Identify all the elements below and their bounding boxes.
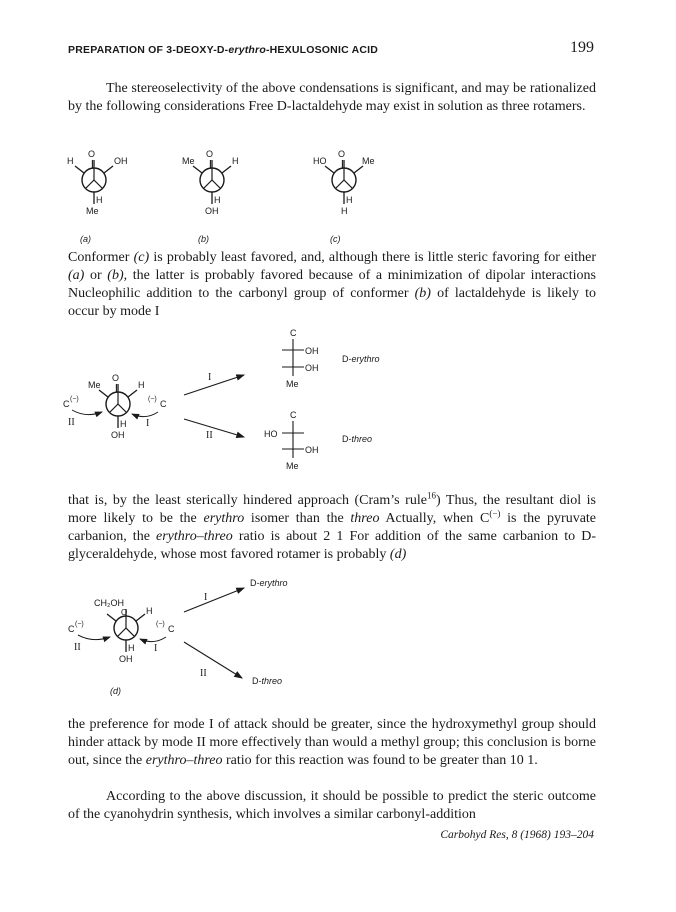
svg-text:(−): (−) bbox=[70, 396, 79, 403]
svg-text:Me: Me bbox=[182, 156, 195, 166]
fischer-erythro bbox=[282, 328, 380, 389]
rotamer-b bbox=[182, 149, 239, 244]
svg-text:II: II bbox=[68, 417, 75, 428]
svg-text:H: H bbox=[232, 156, 239, 166]
scheme2-newman bbox=[68, 598, 175, 696]
svg-text:C: C bbox=[290, 328, 297, 338]
svg-text:(−): (−) bbox=[148, 396, 157, 403]
label-d-erythro: D-erythro bbox=[342, 354, 380, 364]
svg-text:OH: OH bbox=[114, 156, 128, 166]
scheme-2 bbox=[60, 578, 440, 708]
paragraph-1: The stereoselectivity of the above condensations is significant, and may be rationalized by the following considerations Free D-lactaldehyde may exist in solution as three rotamers. bbox=[68, 81, 596, 114]
rotamer-c bbox=[313, 149, 375, 244]
svg-text:O: O bbox=[88, 149, 96, 159]
svg-text:Me: Me bbox=[86, 206, 99, 216]
svg-text:I: I bbox=[154, 643, 158, 654]
fischer-threo bbox=[264, 410, 372, 471]
page-number: 199 bbox=[570, 39, 594, 56]
svg-text:Me: Me bbox=[362, 156, 375, 166]
rotamer-figure bbox=[60, 140, 440, 248]
svg-text:(−): (−) bbox=[156, 621, 165, 628]
paragraph-5: According to the above discussion, it should be possible to predict the steric outcome of the cyanohydrin synthesis, which involves a similar carbonyl-addition bbox=[68, 789, 596, 822]
svg-text:I: I bbox=[204, 592, 208, 603]
svg-text:OH: OH bbox=[305, 363, 319, 373]
arrow-mode-II bbox=[184, 419, 244, 437]
svg-text:Me: Me bbox=[88, 380, 101, 390]
svg-text:(−): (−) bbox=[75, 621, 84, 628]
svg-text:H: H bbox=[138, 380, 145, 390]
svg-text:H: H bbox=[96, 195, 103, 205]
caption-b: (b) bbox=[198, 234, 209, 244]
label-d-threo: D-threo bbox=[342, 434, 373, 444]
scheme1-newman bbox=[63, 373, 167, 440]
svg-text:II: II bbox=[200, 668, 207, 679]
svg-text:H: H bbox=[341, 206, 348, 216]
label-d-erythro-2: D-erythro bbox=[250, 578, 288, 588]
running-title: PREPARATION OF 3-DEOXY-D-erythro-HEXULOSONIC ACID bbox=[68, 44, 379, 56]
svg-text:H: H bbox=[346, 195, 353, 205]
svg-text:H: H bbox=[120, 419, 127, 429]
paragraph-4: the preference for mode I of attack should be greater, since the hydroxymethyl group should hinder attack by mode II more effectively than would a methyl group; this conclusion is borne out, since the erythro–threo ratio for this reaction was found to be greater than 10 1. bbox=[68, 717, 596, 768]
svg-text:I: I bbox=[146, 418, 150, 429]
svg-text:HO: HO bbox=[313, 156, 327, 166]
svg-text:II: II bbox=[206, 430, 213, 441]
arrow-mode-II-d bbox=[184, 642, 242, 678]
svg-text:H: H bbox=[214, 195, 221, 205]
svg-text:H: H bbox=[146, 606, 153, 616]
svg-text:C: C bbox=[290, 410, 297, 420]
caption-c: (c) bbox=[330, 234, 341, 244]
arrow-mode-I-d bbox=[184, 588, 244, 612]
svg-text:II: II bbox=[74, 642, 81, 653]
svg-text:C: C bbox=[168, 624, 175, 634]
svg-text:Me: Me bbox=[286, 461, 299, 471]
svg-text:H: H bbox=[67, 156, 74, 166]
svg-text:H: H bbox=[128, 643, 135, 653]
svg-text:C: C bbox=[68, 624, 75, 634]
svg-text:O: O bbox=[121, 608, 128, 617]
scheme-1 bbox=[60, 320, 440, 480]
svg-text:OH: OH bbox=[305, 445, 319, 455]
arrow-mode-I bbox=[184, 375, 244, 395]
svg-text:C: C bbox=[160, 399, 167, 409]
svg-text:C: C bbox=[63, 399, 70, 409]
svg-text:CH₂OH: CH₂OH bbox=[94, 598, 124, 608]
svg-text:OH: OH bbox=[205, 206, 219, 216]
paragraph-2: Conformer (c) is probably least favored, and, although there is little steric favoring for either (a) or (b), the latter is probably favored because of a minimization of dipolar interactions Nucleophilic addition to the carbonyl group of conformer (b) of lactaldehyde is likely to occur by mode I bbox=[68, 250, 597, 319]
svg-text:OH: OH bbox=[119, 654, 133, 664]
svg-text:Me: Me bbox=[286, 379, 299, 389]
caption-d: (d) bbox=[110, 686, 121, 696]
svg-text:OH: OH bbox=[111, 430, 125, 440]
rotamer-a bbox=[67, 149, 128, 244]
svg-text:I: I bbox=[208, 372, 212, 383]
svg-text:O: O bbox=[338, 149, 346, 159]
running-header bbox=[68, 37, 594, 61]
svg-text:HO: HO bbox=[264, 429, 278, 439]
svg-text:OH: OH bbox=[305, 346, 319, 356]
caption-a: (a) bbox=[80, 234, 91, 244]
label-d-threo-2: D-threo bbox=[252, 676, 283, 686]
paragraph-3: that is, by the least sterically hindered approach (Cram’s rule$^{16}$) Thus, the resultant diol is more likely to be the erythro isomer than the threo Actually, when C(−) is the pyruvate carbanion, the erythro–threo ratio is about 2 1 For addition of the same carbanion to D-glyceraldehyde, whose most favored rotamer is probably (d) bbox=[68, 490, 597, 562]
svg-text:O: O bbox=[112, 373, 120, 383]
svg-text:O: O bbox=[206, 149, 214, 159]
journal-footer: Carbohyd Res, 8 (1968) 193–204 bbox=[440, 829, 594, 841]
